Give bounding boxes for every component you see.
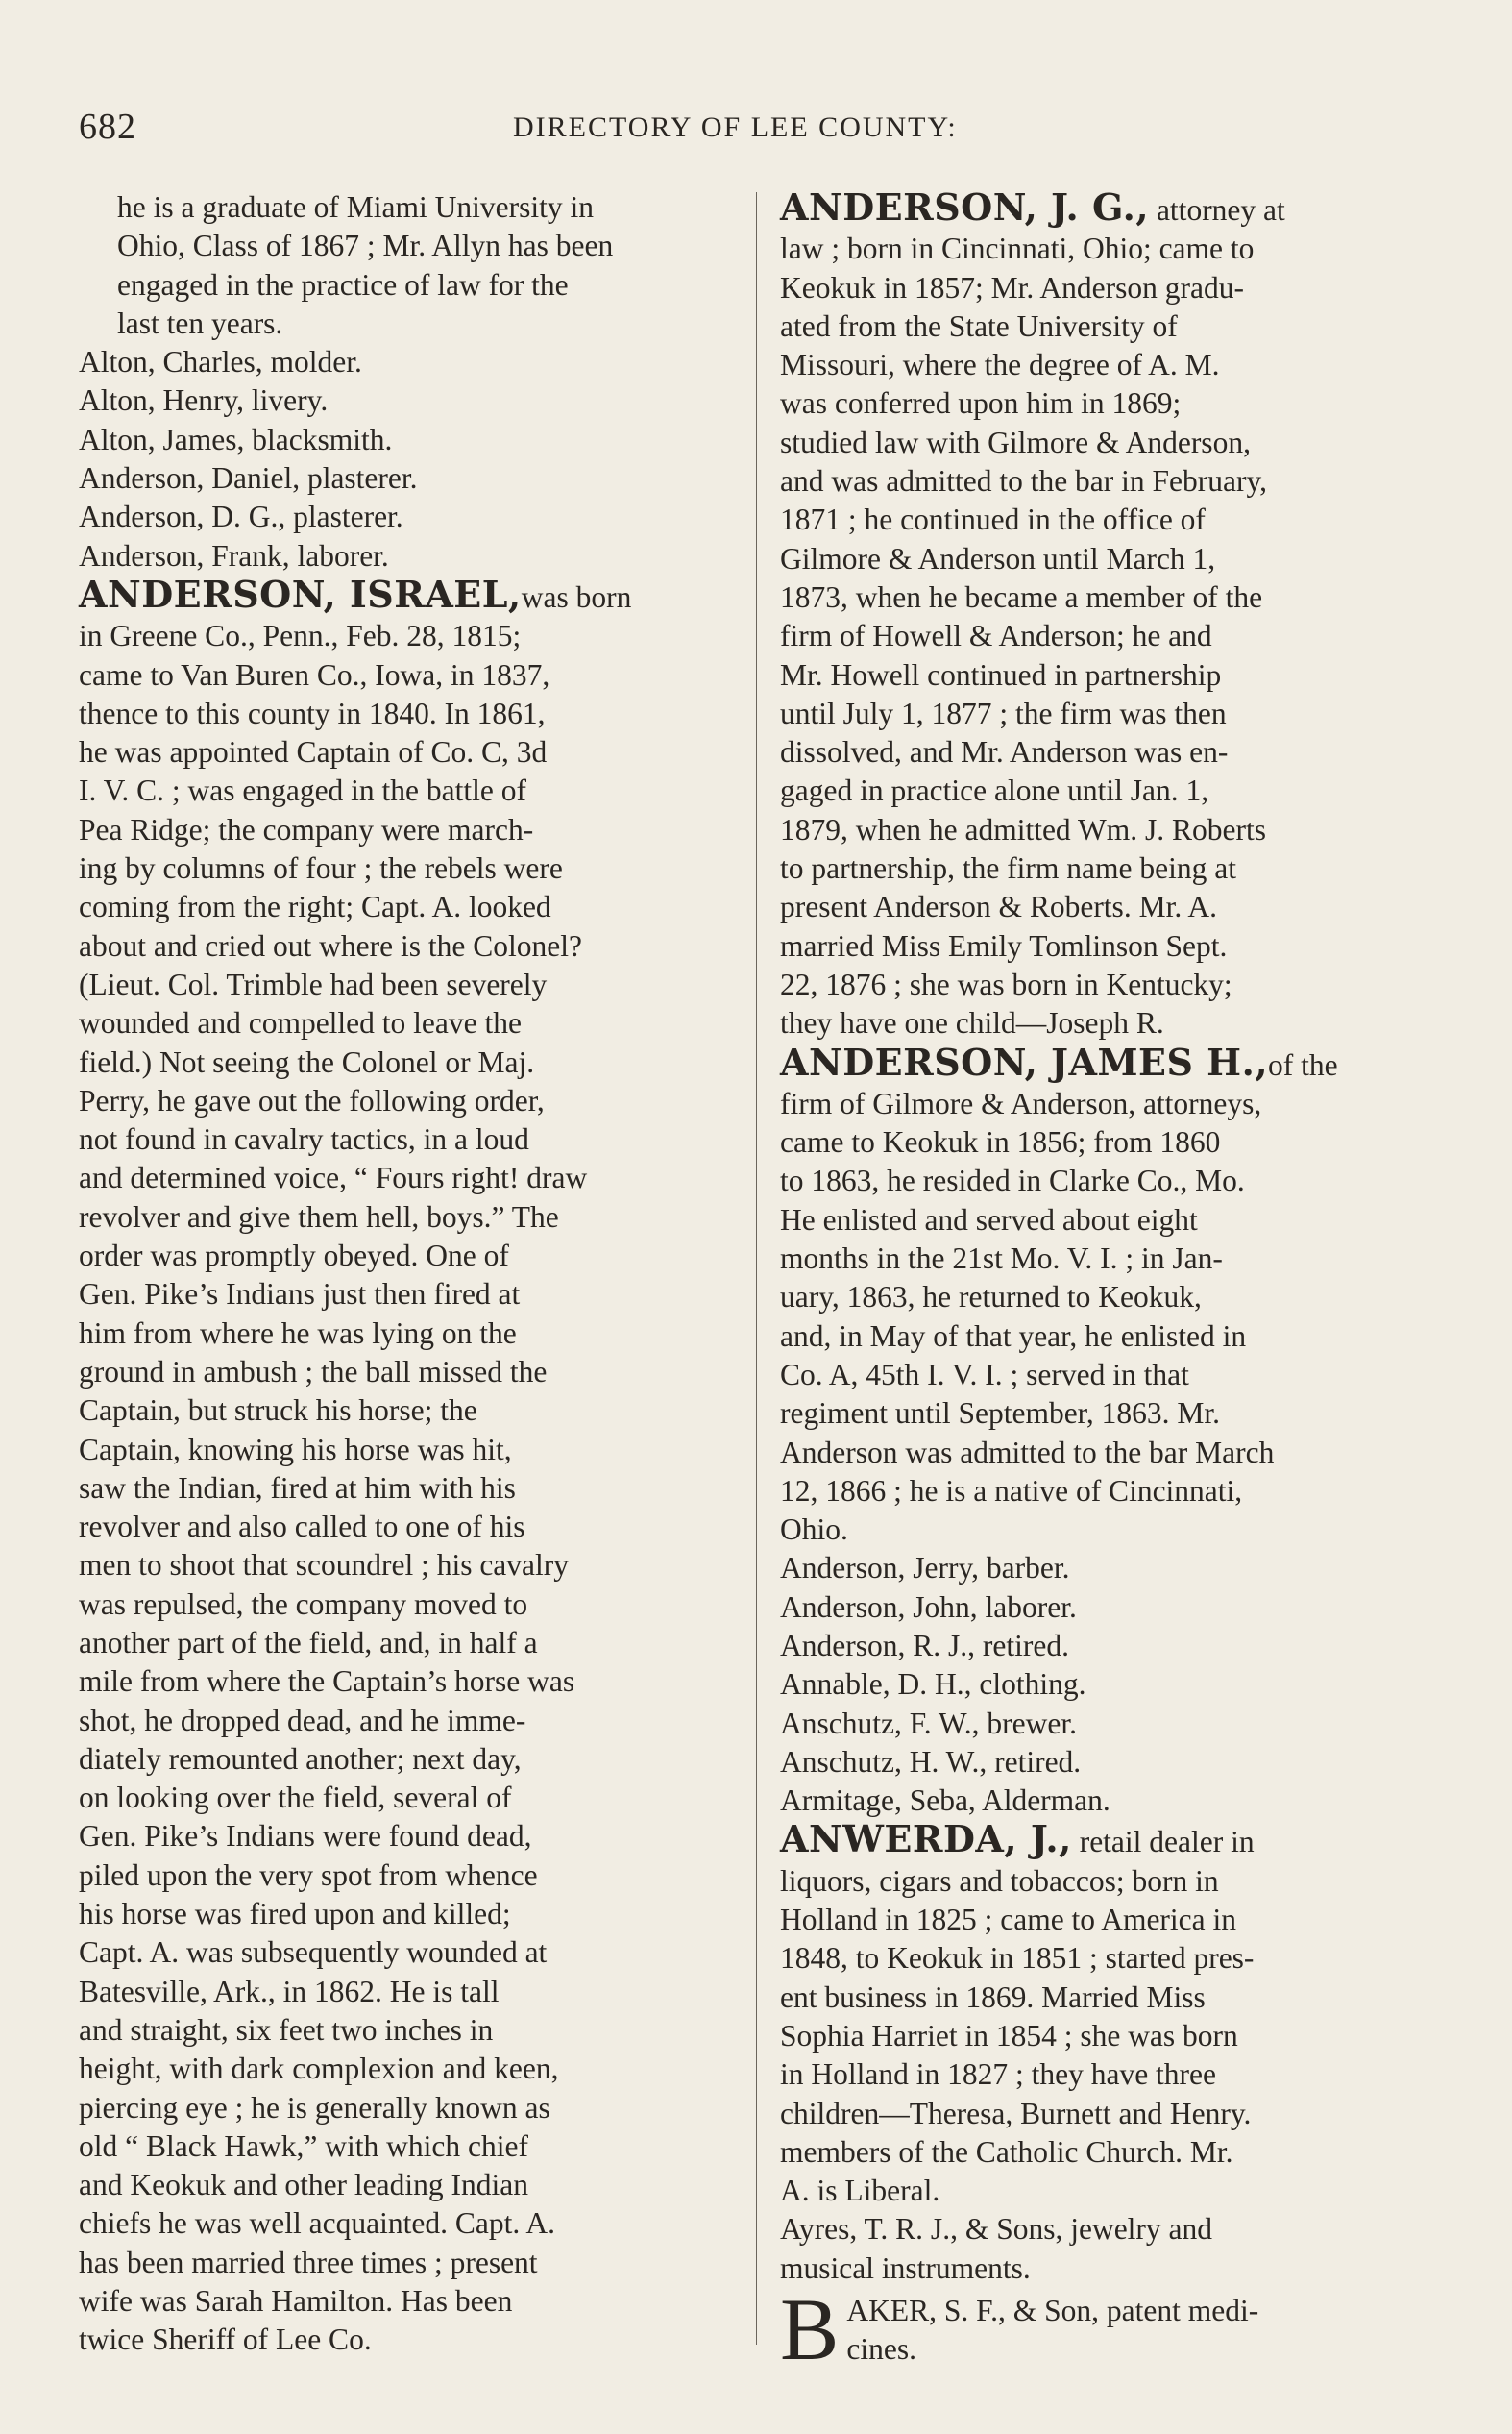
directory-entry: Anderson, Jerry, barber.	[780, 1551, 1070, 1586]
text-line: he is a graduate of Miami University in	[117, 190, 595, 224]
text-line: was born	[521, 579, 632, 614]
text-line: dissolved, and Mr. Anderson was en-	[780, 735, 1229, 770]
biography-entry-anwerda	[780, 1817, 1433, 2210]
text-line: and, in May of that year, he enlisted in	[780, 1318, 1247, 1353]
text-line: cines.	[846, 2332, 916, 2367]
text-line: attorney at	[1156, 193, 1285, 227]
text-line: ground in ambush ; the ball missed the	[79, 1354, 548, 1389]
entry-heading: ANDERSON, ISRAEL,	[79, 572, 522, 616]
directory-entry: Anderson, Daniel, plasterer.	[79, 461, 418, 496]
text-line: members of the Catholic Church. Mr.	[780, 2134, 1233, 2169]
directory-entry: Anschutz, H. W., retired.	[780, 1744, 1082, 1779]
text-line: was repulsed, the company moved to	[79, 1586, 528, 1621]
directory-entry: Anschutz, F. W., brewer.	[780, 1706, 1077, 1740]
text-line: and determined voice, “ Fours right! draw	[79, 1161, 588, 1195]
text-line: Gen. Pike’s Indians just then fired at	[79, 1277, 521, 1312]
directory-entry: Anderson, D. G., plasterer.	[79, 500, 403, 534]
left-column	[79, 188, 742, 2360]
text-line: they have one child—Joseph R.	[780, 1006, 1164, 1041]
text-line: coming from the right; Capt. A. looked	[79, 890, 551, 924]
text-line: Captain, knowing his horse was hit,	[79, 1432, 512, 1466]
text-line: chiefs he was well acquainted. Capt. A.	[79, 2206, 555, 2241]
text-line: retail dealer in	[1079, 1825, 1255, 1859]
text-line: Holland in 1825 ; came to America in	[780, 1903, 1237, 1937]
text-line: until July 1, 1877 ; the firm was then	[780, 696, 1227, 730]
text-line: ated from the State University of	[780, 308, 1178, 343]
running-title: DIRECTORY OF LEE COUNTY:	[513, 111, 958, 143]
text-line: diately remounted another; next day,	[79, 1741, 522, 1776]
text-line: gaged in practice alone until Jan. 1,	[780, 774, 1209, 808]
text-line: to 1863, he resided in Clarke Co., Mo.	[780, 1164, 1245, 1198]
text-line: regiment until September, 1863. Mr.	[780, 1396, 1221, 1431]
text-line: he was appointed Captain of Co. C, 3d	[79, 735, 548, 770]
text-line: Capt. A. was subsequently wounded at	[79, 1935, 548, 1970]
text-line: wife was Sarah Hamilton. Has been	[79, 2284, 513, 2319]
text-line: not found in cavalry tactics, in a loud	[79, 1122, 529, 1157]
text-line: was conferred upon him in 1869;	[780, 386, 1182, 421]
text-line: Keokuk in 1857; Mr. Anderson gradu-	[780, 270, 1244, 305]
text-line: Perry, he gave out the following order,	[79, 1083, 545, 1118]
text-line: children—Theresa, Burnett and Henry.	[780, 2096, 1252, 2130]
directory-entry: Annable, D. H., clothing.	[780, 1667, 1086, 1702]
page-number: 682	[79, 107, 136, 147]
text-line: to partnership, the firm name being at	[780, 851, 1236, 886]
directory-entry-ayres	[780, 2210, 1433, 2288]
directory-entry-baker	[780, 2280, 1433, 2379]
running-head	[79, 106, 1416, 163]
text-line: of the	[1268, 1047, 1338, 1082]
text-line: and Keokuk and other leading Indian	[79, 2168, 528, 2202]
text-line: liquors, cigars and tobaccos; born in	[780, 1863, 1219, 1898]
continuation-entry	[79, 188, 742, 343]
text-line: last ten years.	[117, 306, 283, 340]
directory-entry: Armitage, Seba, Alderman.	[780, 1783, 1110, 1818]
text-line: Ohio.	[780, 1512, 848, 1547]
text-line: twice Sheriff of Lee Co.	[79, 2323, 372, 2357]
text-line: Captain, but struck his horse; the	[79, 1393, 477, 1428]
text-line: height, with dark complexion and keen,	[79, 2052, 559, 2086]
text-line: 1871 ; he continued in the office of	[780, 503, 1206, 537]
text-line: Ayres, T. R. J., & Sons, jewelry and	[780, 2212, 1213, 2247]
text-line: 1848, to Keokuk in 1851 ; started pres-	[780, 1941, 1255, 1976]
text-line: Gen. Pike’s Indians were found dead,	[79, 1819, 532, 1854]
text-line: another part of the field, and, in half a	[79, 1625, 538, 1660]
text-line: revolver and also called to one of his	[79, 1510, 525, 1544]
text-line: He enlisted and served about eight	[780, 1202, 1198, 1237]
biography-entry-israel-anderson	[79, 572, 742, 2360]
column-divider	[756, 192, 757, 2345]
text-line: saw the Indian, fired at him with his	[79, 1470, 516, 1505]
text-line: firm of Gilmore & Anderson, attorneys,	[780, 1086, 1262, 1120]
text-line: thence to this county in 1840. In 1861,	[79, 696, 546, 730]
text-line: months in the 21st Mo. V. I. ; in Jan-	[780, 1242, 1223, 1276]
text-line: Co. A, 45th I. V. I. ; served in that	[780, 1357, 1189, 1391]
directory-entry: Alton, Charles, molder.	[79, 345, 362, 380]
text-line: came to Van Buren Co., Iowa, in 1837,	[79, 657, 550, 692]
text-line: his horse was fired upon and killed;	[79, 1897, 511, 1931]
entry-heading: ANDERSON, JAMES H.,	[780, 1040, 1269, 1084]
text-line: 1879, when he admitted Wm. J. Roberts	[780, 812, 1266, 847]
text-line: 1873, when he became a member of the	[780, 579, 1263, 614]
text-line: musical instruments.	[780, 2250, 1031, 2285]
text-line: about and cried out where is the Colonel?	[79, 928, 582, 963]
text-line: Mr. Howell continued in partnership	[780, 657, 1222, 692]
text-line: old “ Black Hawk,” with which chief	[79, 2128, 528, 2163]
text-line: shot, he dropped dead, and he imme-	[79, 1703, 526, 1737]
text-line: on looking over the field, several of	[79, 1781, 512, 1815]
biography-entry-james-h-anderson	[780, 1040, 1433, 1550]
text-line: married Miss Emily Tomlinson Sept.	[780, 928, 1228, 963]
text-line: came to Keokuk in 1856; from 1860	[780, 1125, 1221, 1160]
text-line: revolver and give them hell, boys.” The	[79, 1199, 559, 1234]
text-line: Batesville, Ark., in 1862. He is tall	[79, 1974, 500, 2008]
text-line: and was admitted to the bar in February,	[780, 464, 1268, 499]
text-line: firm of Howell & Anderson; he and	[780, 619, 1212, 653]
text-line: ing by columns of four ; the rebels were	[79, 851, 563, 886]
text-line: 22, 1876 ; she was born in Kentucky;	[780, 967, 1232, 1001]
text-line: him from where he was lying on the	[79, 1315, 517, 1350]
text-line: A. is Liberal.	[780, 2174, 940, 2208]
text-line: ent business in 1869. Married Miss	[780, 1979, 1206, 2014]
text-line: wounded and compelled to leave the	[79, 1006, 522, 1041]
text-line: field.) Not seeing the Colonel or Maj.	[79, 1045, 535, 1079]
text-line: engaged in the practice of law for the	[117, 267, 569, 302]
text-line: Ohio, Class of 1867 ; Mr. Allyn has been	[117, 229, 614, 263]
text-line: men to shoot that scoundrel ; his cavalry	[79, 1548, 570, 1583]
text-line: in Greene Co., Penn., Feb. 28, 1815;	[79, 619, 522, 653]
text-line: AKER, S. F., & Son, patent medi-	[846, 2294, 1259, 2328]
text-line: in Holland in 1827 ; they have three	[780, 2057, 1217, 2092]
directory-entry: Anderson, John, laborer.	[780, 1589, 1077, 1624]
right-column	[780, 185, 1433, 2379]
text-line: Gilmore & Anderson until March 1,	[780, 541, 1216, 576]
entry-heading: ANDERSON, J. G.,	[780, 185, 1150, 229]
text-line: law ; born in Cincinnati, Ohio; came to	[780, 232, 1255, 266]
text-line: mile from where the Captain’s horse was	[79, 1664, 575, 1699]
text-line: piled upon the very spot from whence	[79, 1857, 538, 1892]
text-line: piercing eye ; he is generally known as	[79, 2090, 550, 2125]
drop-cap-letter: B	[780, 2280, 840, 2379]
text-line: 12, 1866 ; he is a native of Cincinnati,	[780, 1473, 1243, 1508]
text-line: (Lieut. Col. Trimble had been severely	[79, 967, 548, 1001]
directory-entry: Anderson, Frank, laborer.	[79, 538, 389, 573]
text-line: Anderson was admitted to the bar March	[780, 1435, 1275, 1469]
directory-entry: Alton, Henry, livery.	[79, 383, 329, 418]
directory-entry: Alton, James, blacksmith.	[79, 422, 393, 456]
text-line: Sophia Harriet in 1854 ; she was born	[780, 2018, 1238, 2053]
entry-heading: ANWERDA, J.,	[780, 1817, 1072, 1861]
text-line: has been married three times ; present	[79, 2245, 538, 2279]
text-line: present Anderson & Roberts. Mr. A.	[780, 890, 1217, 924]
text-line: order was promptly obeyed. One of	[79, 1239, 509, 1273]
text-line: uary, 1863, he returned to Keokuk,	[780, 1280, 1202, 1315]
text-line: I. V. C. ; was engaged in the battle of	[79, 774, 526, 808]
text-line: studied law with Gilmore & Anderson,	[780, 425, 1251, 459]
directory-entry: Anderson, R. J., retired.	[780, 1628, 1069, 1662]
text-line: Missouri, where the degree of A. M.	[780, 348, 1220, 382]
biography-entry-jg-anderson	[780, 185, 1433, 1044]
text-line: Pea Ridge; the company were march-	[79, 812, 534, 847]
text-line: and straight, six feet two inches in	[79, 2012, 494, 2047]
